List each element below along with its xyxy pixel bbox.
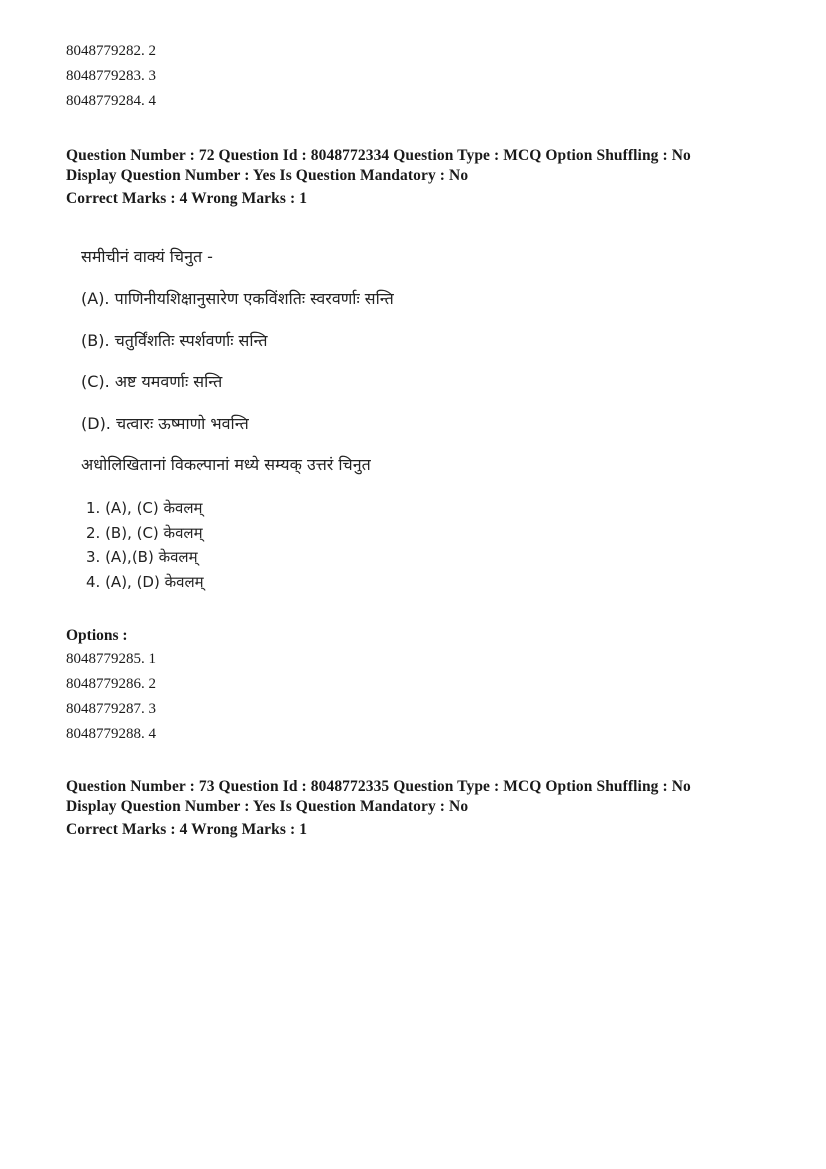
option-value: 1 bbox=[148, 651, 156, 667]
option-row bbox=[66, 675, 156, 693]
option-value: 4 bbox=[148, 93, 156, 109]
q72-choice-4: 4. (A), (D) केवलम् bbox=[86, 573, 204, 591]
option-id: 8048779283. bbox=[66, 68, 145, 84]
option-row bbox=[66, 42, 156, 60]
option-id: 8048779282. bbox=[66, 43, 145, 59]
q72-statement-d: (D). चत्वारः ऊष्माणो भवन्ति bbox=[81, 414, 249, 433]
option-value: 2 bbox=[148, 43, 156, 59]
q72-marks: Correct Marks : 4 Wrong Marks : 1 bbox=[66, 190, 308, 207]
q72-stem: समीचीनं वाक्यं चिनुत - bbox=[81, 247, 213, 266]
q72-statement-b: (B). चतुर्विंशतिः स्पर्शवर्णाः सन्ति bbox=[81, 331, 268, 350]
option-value: 2 bbox=[148, 676, 156, 692]
option-row bbox=[66, 725, 156, 743]
option-id: 8048779284. bbox=[66, 93, 145, 109]
option-value: 3 bbox=[148, 68, 156, 84]
q72-instruction: अधोलिखितानां विकल्पानां मध्ये सम्यक् उत्तरं चिनुत bbox=[81, 455, 371, 474]
q73-header-line1: Question Number : 73 Question Id : 8048772335 Question Type : MCQ Option Shuffling : No bbox=[66, 778, 691, 795]
option-id: 8048779286. bbox=[66, 676, 145, 692]
q72-header-line1: Question Number : 72 Question Id : 8048772334 Question Type : MCQ Option Shuffling : No bbox=[66, 147, 691, 164]
q72-statement-a: (A). पाणिनीयशिक्षानुसारेण एकविंशतिः स्वरवर्णाः सन्ति bbox=[81, 289, 394, 308]
option-value: 4 bbox=[148, 726, 156, 742]
option-row bbox=[66, 700, 156, 718]
option-id: 8048779288. bbox=[66, 726, 145, 742]
option-row bbox=[66, 650, 156, 668]
option-value: 3 bbox=[148, 701, 156, 717]
q72-header-line2: Display Question Number : Yes Is Question Mandatory : No bbox=[66, 167, 469, 184]
q72-choice-2: 2. (B), (C) केवलम् bbox=[86, 524, 203, 542]
option-id: 8048779287. bbox=[66, 701, 145, 717]
options-label: Options : bbox=[66, 627, 128, 644]
q72-choice-3: 3. (A),(B) केवलम् bbox=[86, 548, 198, 566]
q72-statement-c: (C). अष्ट यमवर्णाः सन्ति bbox=[81, 372, 223, 391]
option-row bbox=[66, 92, 156, 110]
q72-choice-1: 1. (A), (C) केवलम् bbox=[86, 499, 203, 517]
q73-header-line2: Display Question Number : Yes Is Question Mandatory : No bbox=[66, 798, 469, 815]
option-id: 8048779285. bbox=[66, 651, 145, 667]
option-row bbox=[66, 67, 156, 85]
q73-marks: Correct Marks : 4 Wrong Marks : 1 bbox=[66, 821, 308, 838]
